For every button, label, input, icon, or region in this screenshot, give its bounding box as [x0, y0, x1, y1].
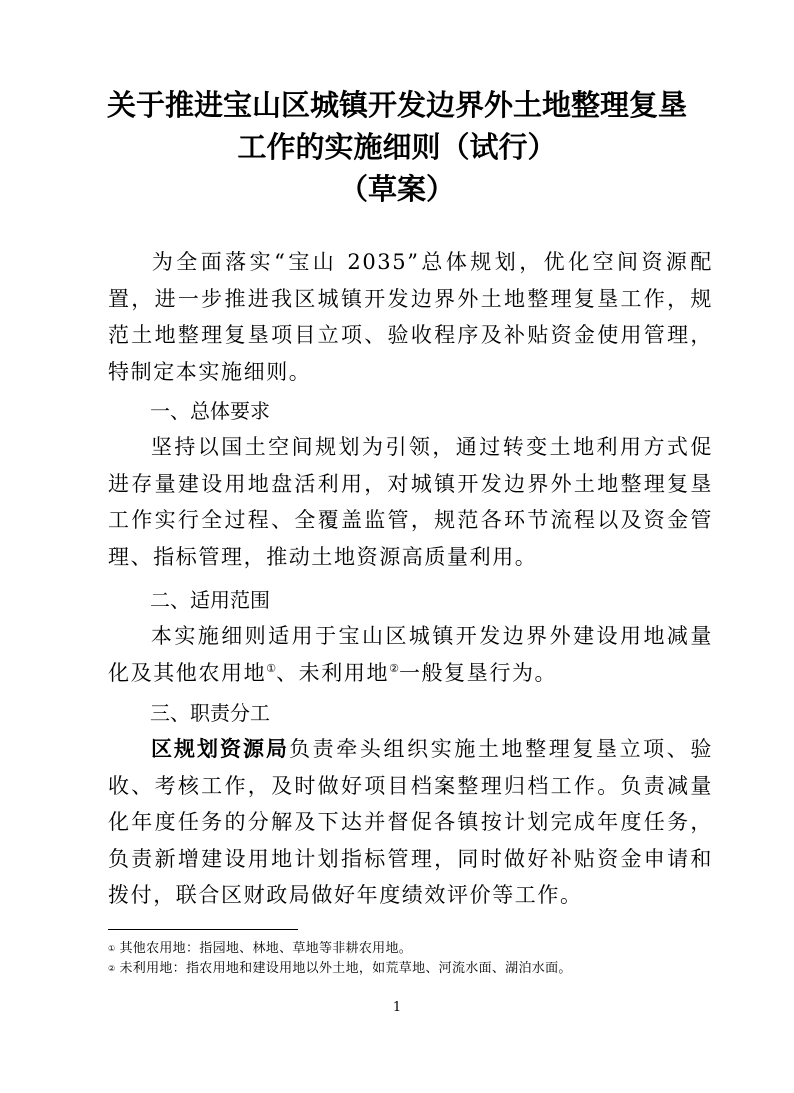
footnote-2-mark: ②	[108, 964, 116, 973]
section-2-paragraph	[108, 618, 713, 691]
section-3-paragraph	[108, 731, 713, 914]
intro-text: 为全面落实“宝山 2035”总体规划，优化空间资源配置，进一步推进我区城镇开发边界外土地整理复垦工作，规范土地整理复垦项目立项、验收程序及补贴资金使用管理，特制定本实施细则。	[108, 250, 713, 384]
footnote-2-text: 未利用地：指农用地和建设用地以外土地，如荒草地、河流水面、湖泊水面。	[119, 961, 572, 976]
footnote-1	[108, 940, 412, 958]
section-3-text: 负责牵头组织实施土地整理复垦立项、验收、考核工作，及时做好项目档案整理归档工作。负责减量化年度任务的分解及下达并督促各镇按计划完成年度任务，负责新增建设用地计划指标管理，同时做好补贴资金申请和拨付，联合区财政局做好年度绩效评价等工作。	[108, 737, 713, 907]
footnote-1-mark: ①	[108, 944, 116, 953]
section-2-text-b: 、未利用地	[276, 660, 390, 685]
section-1-heading: 一、总体要求	[150, 399, 270, 423]
intro-paragraph	[108, 244, 713, 390]
section-3-heading: 三、职责分工	[150, 701, 270, 725]
section-1-paragraph	[108, 429, 713, 575]
section-1-text: 坚持以国土空间规划为引领，通过转变土地利用方式促进存量建设用地盘活利用，对城镇开发边界外土地整理复垦工作实行全过程、全覆盖监管，规范各环节流程以及资金管理、指标管理，推动土地资源高质量利用。	[108, 435, 713, 569]
document-title-line-2: 工作的实施细则（试行）	[237, 130, 557, 164]
footnote-ref-2[interactable]: ②	[389, 661, 399, 675]
section-3-lead-agency: 区规划资源局	[150, 737, 290, 761]
section-2-text-c: 一般复垦行为。	[398, 660, 558, 685]
section-2-text-a: 本实施细则适用于宝山区城镇开发边界外建设用地减量化及其他农用地	[108, 624, 713, 685]
footnote-1-text: 其他农用地：指园地、林地、草地等非耕农用地。	[119, 941, 413, 956]
page-number: 1	[392, 1000, 402, 1015]
document-title-line-1: 关于推进宝山区城镇开发边界外土地整理复垦	[106, 88, 687, 122]
footnote-ref-1[interactable]: ①	[266, 661, 277, 675]
footnote-separator	[108, 929, 298, 930]
document-title-line-3: （草案）	[338, 172, 455, 206]
section-2-heading: 二、适用范围	[150, 588, 270, 612]
footnote-2	[108, 960, 572, 978]
